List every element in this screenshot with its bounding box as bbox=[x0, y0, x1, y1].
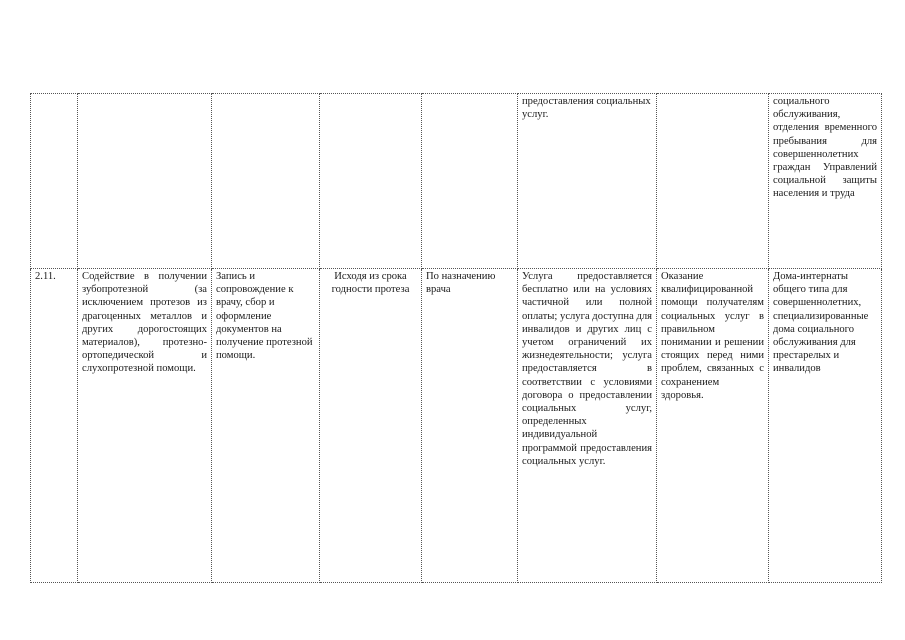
cell-providers: Дома-интернаты общего типа для совершеннолетних, специализированные дома социального обслуживания для престарелых и инвалидов bbox=[769, 269, 882, 583]
cell-providers: социального обслуживания, отделения временного пребывания для совершеннолетних граждан Управлений социальной защиты населения и труда bbox=[769, 94, 882, 269]
cell-number: 2.11. bbox=[31, 269, 78, 583]
table-row bbox=[31, 269, 882, 583]
cell-service-content bbox=[212, 94, 320, 269]
services-table bbox=[30, 93, 882, 583]
cell-term: Исходя из срока годности протеза bbox=[320, 269, 422, 583]
cell-volume bbox=[422, 94, 518, 269]
cell-term bbox=[320, 94, 422, 269]
cell-indicators: Оказание квалифицированной помощи получателям социальных услуг в правильном понимании и решении стоящих перед ними проблем, связанных с сохранением здоровья. bbox=[657, 269, 769, 583]
cell-volume: По назначению врача bbox=[422, 269, 518, 583]
table-row bbox=[31, 94, 882, 269]
cell-conditions: предоставления социальных услуг. bbox=[518, 94, 657, 269]
cell-service-content: Запись и сопровождение к врачу, сбор и оформление документов на получение протезной помощи. bbox=[212, 269, 320, 583]
cell-service-name bbox=[78, 94, 212, 269]
cell-indicators bbox=[657, 94, 769, 269]
cell-conditions: Услуга предоставляется бесплатно или на условиях частичной или полной оплаты; услуга доступна для инвалидов и других лиц с учетом ограничений их жизнедеятельности; услуга предоставляется в соответствии с условиями договора о предоставлении социальных услуг, определенных индивидуальной программой предоставления социальных услуг. bbox=[518, 269, 657, 583]
cell-service-name: Содействие в получении зубопротезной (за исключением протезов из драгоценных металлов и других дорогостоящих материалов), протезно-ортопедической и слухопротезной помощи. bbox=[78, 269, 212, 583]
cell-number bbox=[31, 94, 78, 269]
